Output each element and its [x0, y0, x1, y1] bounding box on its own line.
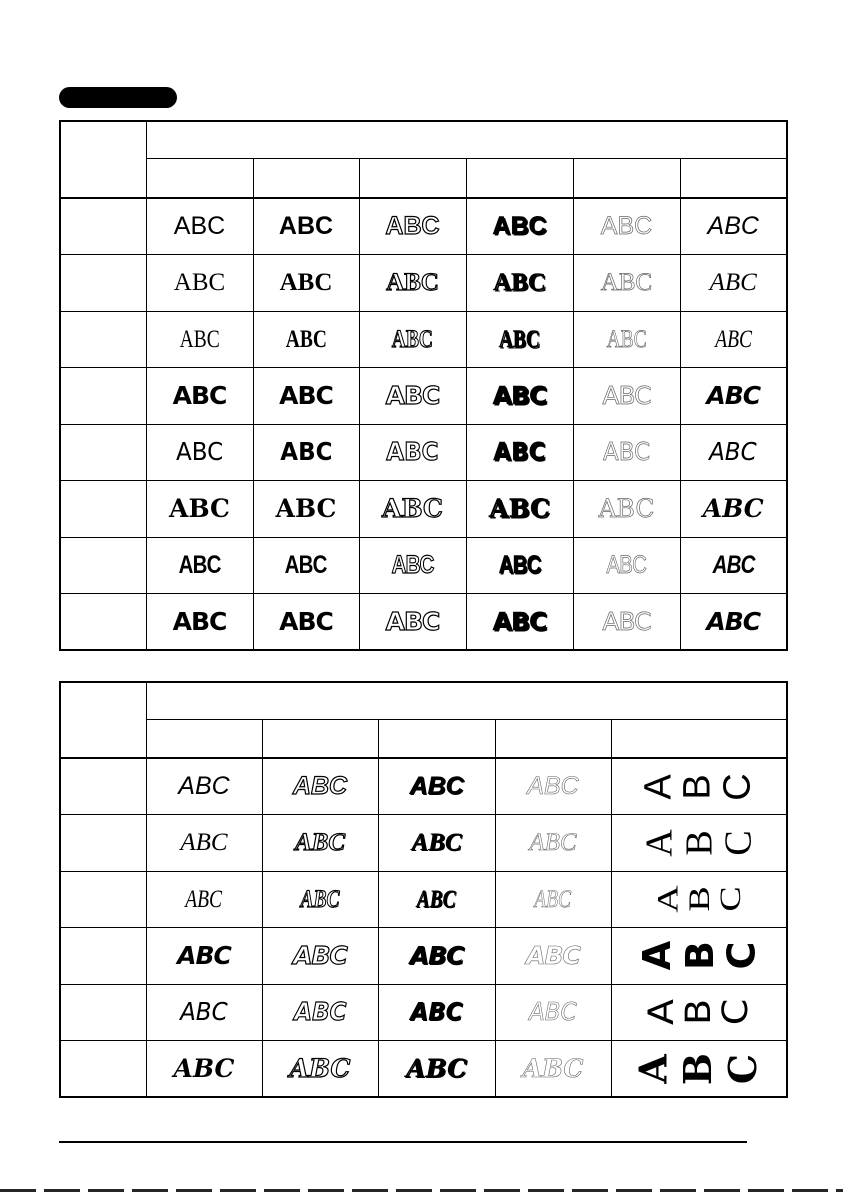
abc-sample-normal: ABC	[175, 437, 224, 467]
abc-sample-italic-bold: ABC	[406, 1053, 467, 1083]
style-column-header	[611, 719, 787, 758]
vertical-letter: C	[713, 886, 747, 912]
font-row	[60, 537, 787, 594]
sample-cell	[253, 537, 359, 594]
abc-sample-outline: ABC	[391, 550, 434, 579]
font-name-cell	[60, 815, 146, 872]
font-row	[60, 1041, 787, 1098]
font-name-cell	[60, 871, 146, 928]
sample-cell	[611, 871, 787, 928]
vertical-letter: B	[676, 773, 719, 800]
vertical-letter: C	[718, 830, 761, 856]
sample-cell	[573, 424, 680, 481]
style-column-header	[253, 158, 359, 198]
vertical-letter: A	[630, 1053, 676, 1084]
abc-sample-italic-solid: ABC	[527, 772, 579, 800]
abc-sample-italic: ABC	[706, 606, 761, 636]
font-name-cell	[60, 481, 146, 538]
abc-sample-shadow: ABC	[493, 437, 546, 467]
abc-sample-outline: ABC	[385, 606, 440, 636]
font-name-cell	[60, 424, 146, 481]
font-name-cell	[60, 537, 146, 594]
style-column-header	[466, 158, 573, 198]
abc-sample-outline: ABC	[382, 493, 443, 523]
sample-cell	[680, 537, 787, 594]
sample-cell	[495, 871, 611, 928]
sample-cell	[146, 255, 253, 312]
sample-cell	[146, 594, 253, 651]
style-column-header	[495, 719, 611, 758]
vertical-sample	[637, 768, 760, 806]
font-style-table-2	[59, 681, 788, 1098]
abc-sample-normal: ABC	[172, 380, 227, 410]
sample-cell	[262, 928, 378, 985]
abc-sample-italic-outline: ABC	[293, 940, 347, 970]
abc-sample-shadow: ABC	[492, 380, 547, 410]
vertical-sample	[638, 824, 761, 862]
font-row	[60, 198, 787, 255]
abc-sample-italic-outline: ABC	[289, 1053, 351, 1083]
sample-cell	[573, 368, 680, 425]
style-column-header	[262, 719, 378, 758]
abc-sample-solid: ABC	[606, 325, 647, 353]
abc-sample-shadow: ABC	[498, 550, 541, 579]
abc-sample-shadow: ABC	[492, 606, 547, 636]
sample-cell	[262, 1041, 378, 1098]
sample-cell	[146, 928, 262, 985]
vertical-letter: C	[718, 942, 763, 970]
abc-sample-bold: ABC	[285, 550, 327, 579]
sample-cell	[146, 758, 262, 815]
sample-cell	[359, 255, 466, 312]
font-row	[60, 984, 787, 1041]
abc-sample-solid: ABC	[600, 212, 653, 240]
vertical-letter: B	[675, 1052, 721, 1085]
abc-sample-italic-solid: ABC	[522, 1053, 584, 1083]
abc-sample-normal: ABC	[172, 606, 227, 636]
abc-sample-solid: ABC	[602, 606, 651, 636]
vertical-letter: C	[715, 998, 756, 1026]
sample-cell	[466, 481, 573, 538]
abc-sample-italic: ABC	[173, 1053, 235, 1083]
sample-cell	[611, 984, 787, 1041]
sample-cell	[495, 758, 611, 815]
sample-cell	[359, 311, 466, 368]
font-row	[60, 311, 787, 368]
sample-cell	[253, 198, 359, 255]
sample-cell	[495, 1041, 611, 1098]
abc-sample-solid: ABC	[600, 269, 653, 297]
sample-cell	[253, 368, 359, 425]
abc-sample-bold: ABC	[279, 380, 333, 410]
abc-sample-solid: ABC	[602, 437, 651, 467]
font-name-cell	[60, 594, 146, 651]
sample-cell	[466, 311, 573, 368]
sample-cell	[611, 1041, 787, 1098]
font-row	[60, 758, 787, 815]
vertical-sample	[630, 1050, 766, 1088]
abc-sample-italic: ABC	[706, 380, 761, 410]
sample-cell	[253, 594, 359, 651]
font-row	[60, 481, 787, 538]
abc-sample-italic: ABC	[180, 997, 228, 1027]
abc-sample-outline: ABC	[385, 212, 440, 240]
abc-sample-normal: ABC	[173, 212, 226, 240]
font-name-cell	[60, 368, 146, 425]
sample-cell	[680, 198, 787, 255]
sample-cell	[253, 424, 359, 481]
sample-cell	[146, 871, 262, 928]
sample-cell	[378, 984, 495, 1041]
abc-sample-italic: ABC	[185, 885, 223, 913]
sample-cell	[466, 198, 573, 255]
sample-cell	[680, 255, 787, 312]
font-name-cell	[60, 311, 146, 368]
sample-cell	[378, 815, 495, 872]
vertical-sample	[651, 880, 747, 918]
vertical-letter: B	[678, 999, 719, 1026]
sample-cell	[359, 537, 466, 594]
abc-sample-italic-outline: ABC	[294, 829, 346, 857]
font-name-cell	[60, 1041, 146, 1098]
abc-sample-outline: ABC	[386, 269, 439, 297]
sample-cell	[573, 481, 680, 538]
font-name-cell	[60, 198, 146, 255]
abc-sample-outline: ABC	[385, 380, 440, 410]
abc-sample-bold: ABC	[279, 437, 333, 467]
sample-cell	[611, 815, 787, 872]
font-row	[60, 871, 787, 928]
abc-sample-shadow: ABC	[492, 212, 547, 240]
style-column-header	[378, 719, 495, 758]
abc-sample-outline: ABC	[386, 437, 439, 467]
abc-sample-italic: ABC	[712, 550, 755, 579]
sample-cell	[359, 424, 466, 481]
abc-sample-shadow: ABC	[493, 269, 546, 297]
abc-sample-normal: ABC	[178, 550, 221, 579]
style-column-header	[573, 158, 680, 198]
sample-cell	[611, 928, 787, 985]
sample-cell	[262, 815, 378, 872]
abc-sample-normal: ABC	[179, 325, 220, 353]
abc-sample-shadow: ABC	[498, 325, 541, 353]
sample-cell	[680, 368, 787, 425]
font-row	[60, 815, 787, 872]
vertical-letter: B	[683, 886, 716, 912]
sample-cell	[573, 255, 680, 312]
vertical-letter: A	[637, 773, 680, 800]
sample-cell	[378, 1041, 495, 1098]
sample-cell	[680, 594, 787, 651]
abc-sample-italic: ABC	[177, 940, 231, 970]
sample-cell	[146, 984, 262, 1041]
sample-cell	[146, 537, 253, 594]
style-column-header	[680, 158, 787, 198]
style-column-header	[146, 719, 262, 758]
vertical-sample	[635, 937, 763, 975]
font-row	[60, 368, 787, 425]
sample-cell	[146, 481, 253, 538]
bottom-dashed-border	[0, 1189, 843, 1192]
font-name-cell	[60, 984, 146, 1041]
abc-sample-italic-solid: ABC	[529, 829, 577, 857]
abc-sample-italic-bold: ABC	[416, 885, 457, 913]
sample-cell	[680, 424, 787, 481]
sample-cell	[680, 311, 787, 368]
font-row	[60, 255, 787, 312]
vertical-letter: B	[678, 830, 721, 856]
sample-cell	[495, 815, 611, 872]
sample-cell	[359, 198, 466, 255]
sample-cell	[253, 481, 359, 538]
abc-sample-italic-outline: ABC	[300, 885, 340, 913]
sample-cell	[146, 368, 253, 425]
vertical-letter: C	[717, 772, 760, 801]
sample-cell	[146, 198, 253, 255]
font-name-cell	[60, 928, 146, 985]
abc-sample-italic: ABC	[702, 493, 764, 523]
sample-cell	[359, 594, 466, 651]
footer-rule	[59, 1141, 747, 1143]
abc-sample-italic: ABC	[178, 772, 230, 800]
abc-sample-normal: ABC	[173, 269, 226, 297]
sample-cell	[466, 255, 573, 312]
sample-cell	[378, 871, 495, 928]
sample-cell	[253, 255, 359, 312]
abc-sample-outline: ABC	[391, 325, 434, 353]
sample-cell	[466, 537, 573, 594]
abc-sample-italic-bold: ABC	[409, 940, 464, 970]
abc-sample-normal: ABC	[169, 493, 230, 523]
abc-sample-bold: ABC	[285, 325, 327, 353]
sample-cell	[262, 871, 378, 928]
vertical-letter: C	[720, 1053, 766, 1084]
abc-sample-italic: ABC	[709, 437, 758, 467]
font-row	[60, 424, 787, 481]
sample-cell	[146, 311, 253, 368]
sample-cell	[262, 984, 378, 1041]
sample-cell	[359, 368, 466, 425]
vertical-letter: A	[651, 885, 685, 913]
abc-sample-italic-solid: ABC	[529, 997, 577, 1027]
sample-cell	[680, 481, 787, 538]
font-name-cell	[60, 758, 146, 815]
abc-sample-italic-outline: ABC	[292, 772, 348, 800]
sample-cell	[378, 928, 495, 985]
sample-cell	[466, 368, 573, 425]
sample-cell	[146, 424, 253, 481]
sample-cell	[573, 311, 680, 368]
section-pill	[59, 87, 177, 108]
sample-cell	[495, 984, 611, 1041]
abc-sample-bold: ABC	[279, 269, 333, 297]
abc-sample-italic: ABC	[180, 829, 228, 857]
sample-cell	[573, 537, 680, 594]
style-column-header	[146, 158, 253, 198]
abc-sample-italic-solid: ABC	[526, 940, 580, 970]
abc-sample-italic-bold: ABC	[410, 997, 463, 1027]
sample-cell	[611, 758, 787, 815]
abc-sample-italic: ABC	[714, 325, 752, 353]
abc-sample-italic-solid: ABC	[534, 885, 572, 913]
vertical-letter: B	[677, 941, 722, 970]
style-column-header	[359, 158, 466, 198]
style-header	[146, 121, 787, 158]
sample-cell	[495, 928, 611, 985]
corner-cell	[60, 682, 146, 758]
style-header	[146, 682, 787, 719]
font-row	[60, 594, 787, 651]
sample-cell	[146, 1041, 262, 1098]
abc-sample-solid: ABC	[598, 493, 655, 523]
sample-cell	[573, 198, 680, 255]
sample-cell	[466, 424, 573, 481]
font-name-cell	[60, 255, 146, 312]
abc-sample-solid: ABC	[602, 380, 651, 410]
abc-sample-italic-bold: ABC	[411, 829, 462, 857]
sample-cell	[146, 815, 262, 872]
font-row	[60, 928, 787, 985]
vertical-sample	[641, 993, 756, 1031]
abc-sample-italic: ABC	[709, 269, 757, 297]
sample-cell	[253, 311, 359, 368]
sample-cell	[466, 594, 573, 651]
abc-sample-italic-bold: ABC	[409, 772, 464, 800]
abc-sample-shadow: ABC	[489, 493, 550, 523]
vertical-letter: A	[641, 999, 682, 1026]
abc-sample-bold: ABC	[279, 606, 333, 636]
vertical-letter: A	[638, 829, 681, 857]
abc-sample-bold: ABC	[275, 493, 337, 523]
sample-cell	[262, 758, 378, 815]
corner-cell	[60, 121, 146, 198]
abc-sample-solid: ABC	[606, 550, 647, 579]
sample-cell	[573, 594, 680, 651]
sample-cell	[359, 481, 466, 538]
sample-cell	[378, 758, 495, 815]
vertical-letter: A	[635, 941, 680, 970]
font-style-table-1	[59, 120, 788, 651]
abc-sample-italic-outline: ABC	[293, 997, 347, 1027]
abc-sample-bold: ABC	[278, 212, 334, 240]
abc-sample-italic: ABC	[707, 212, 759, 240]
